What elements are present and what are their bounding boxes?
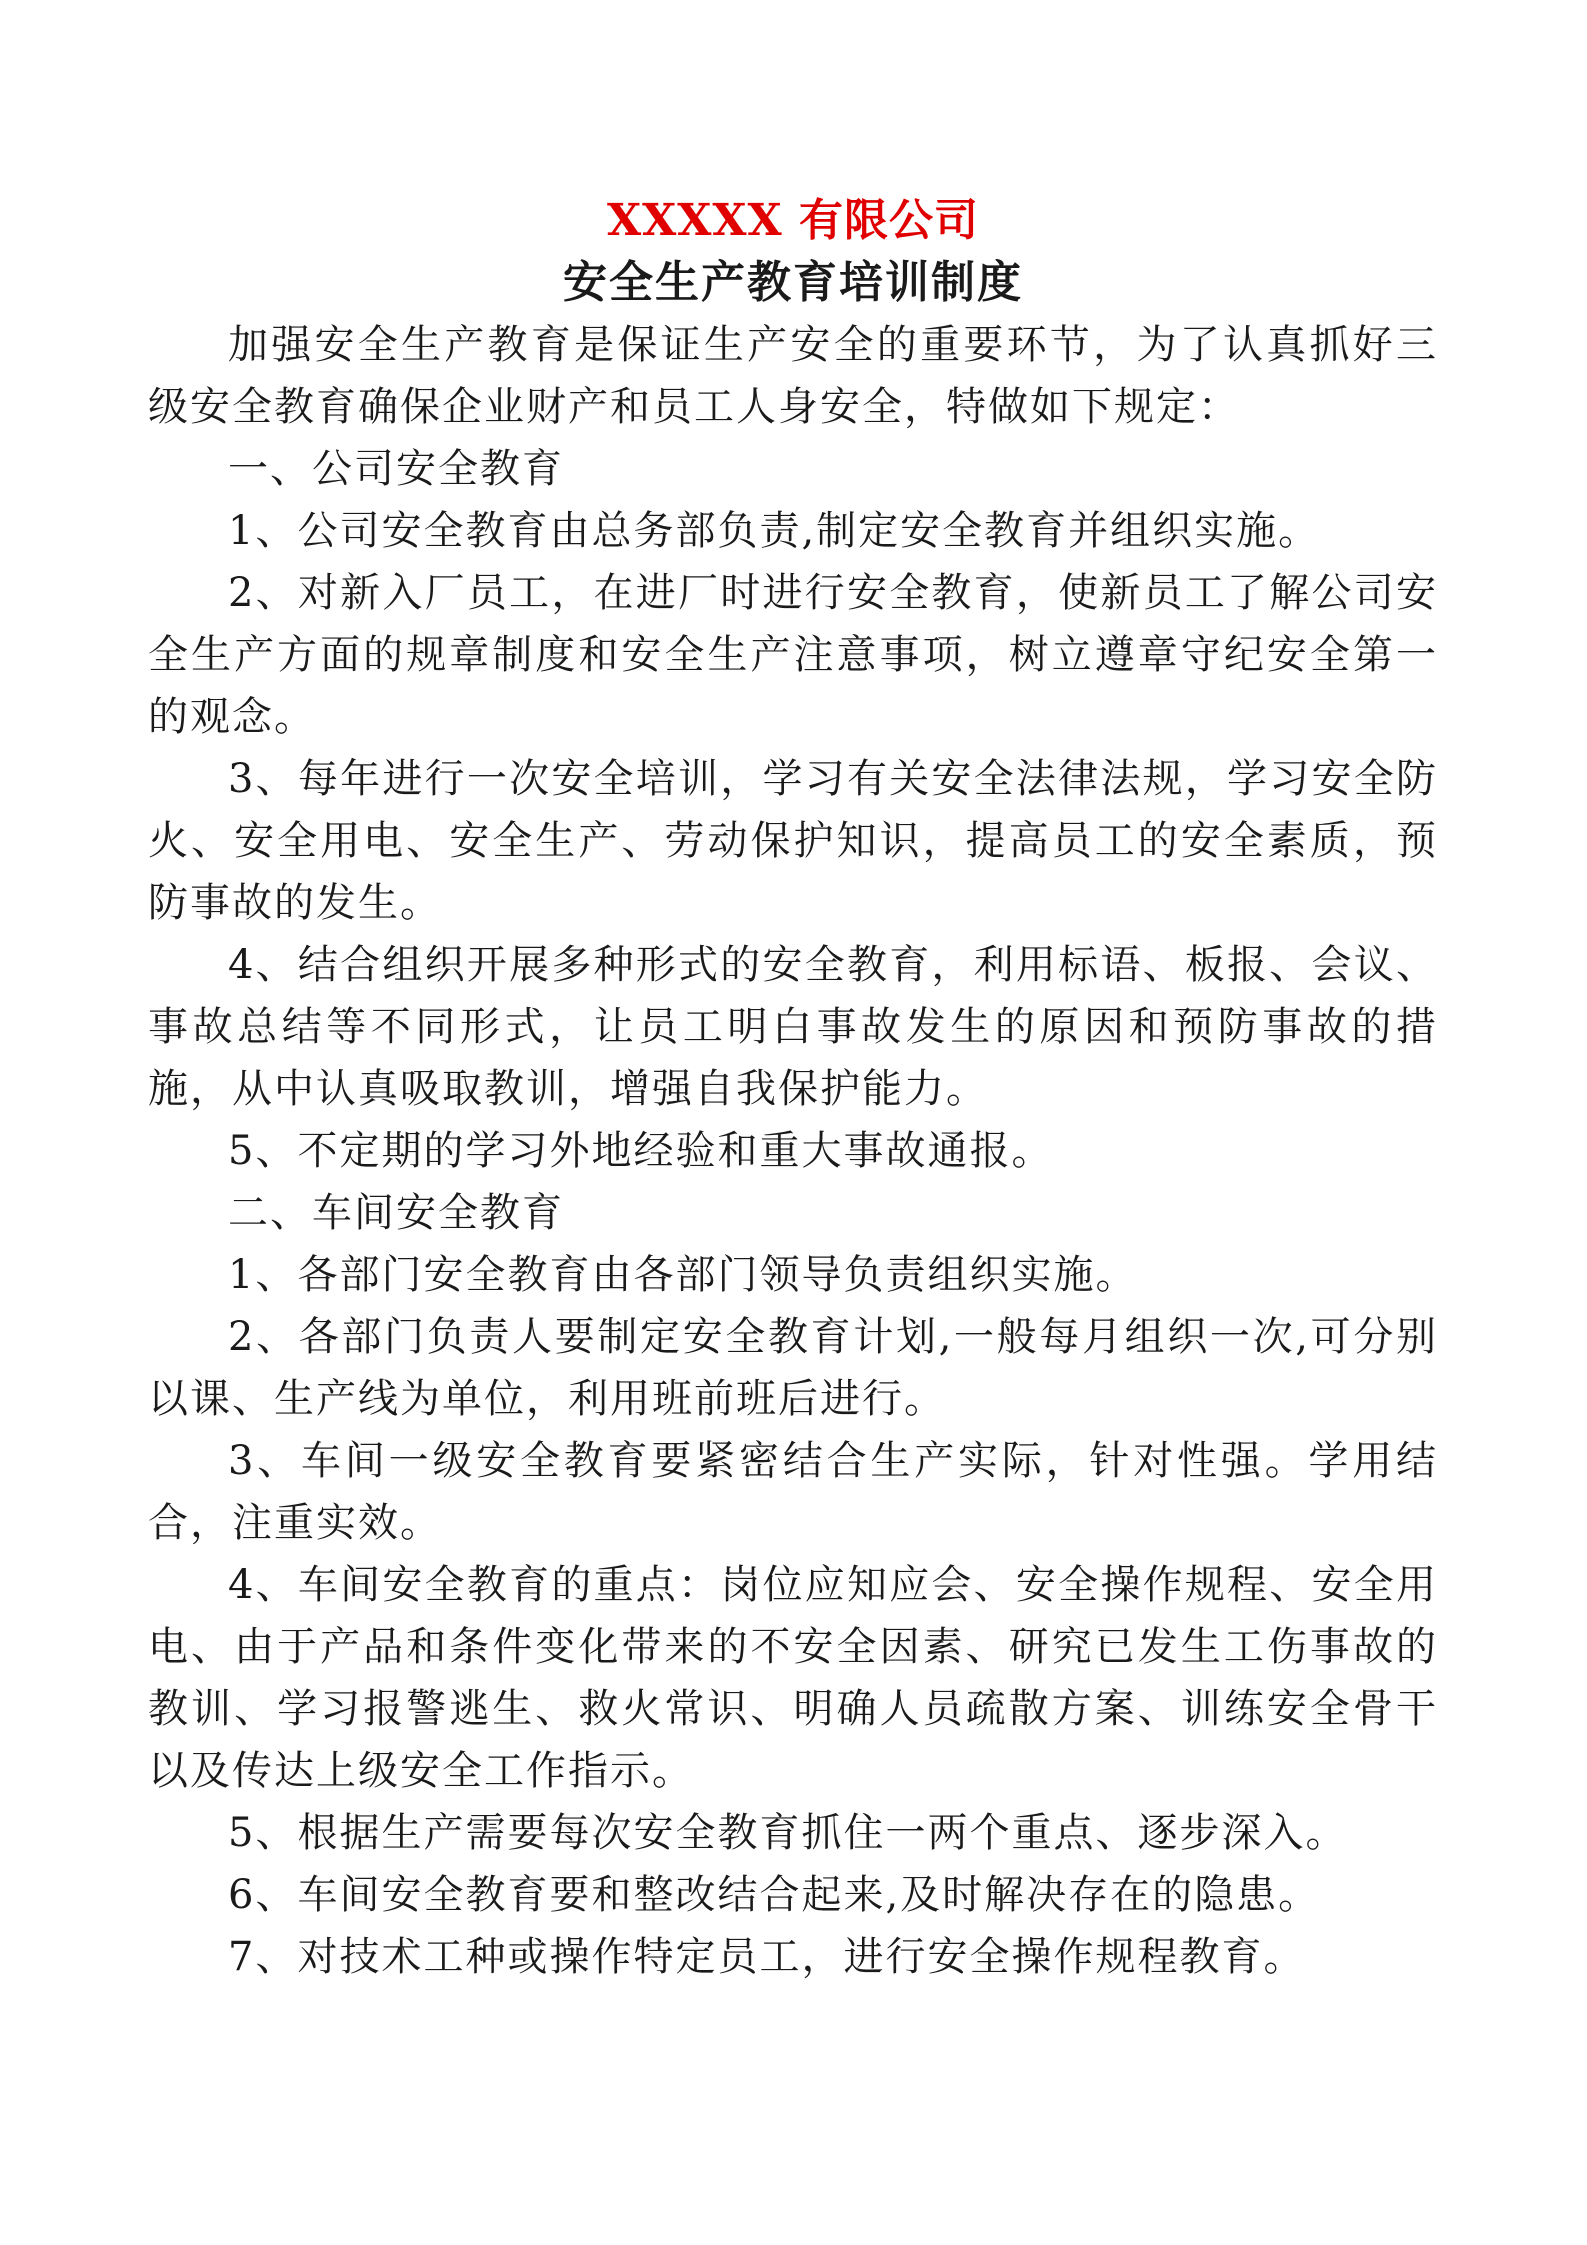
list-item: 6、车间安全教育要和整改结合起来,及时解决存在的隐患。 (228, 1872, 1321, 1918)
list-item: 4、结合组织开展多种形式的安全教育，利用标语、板报、会议、事故总结等不同形式，让员工明白事故发生的原因和预防事故的措施，从中认真吸取教训，增强自我保护能力。 (148, 942, 1438, 1112)
intro-paragraph: 加强安全生产教育是保证生产安全的重要环节，为了认真抓好三级安全教育确保企业财产和员工人身安全，特做如下规定： (148, 322, 1438, 430)
section-heading-company: 一、公司安全教育 (228, 446, 564, 492)
list-item: 2、对新入厂员工，在进厂时进行安全教育，使新员工了解公司安全生产方面的规章制度和安全生产注意事项，树立遵章守纪安全第一的观念。 (148, 570, 1438, 740)
list-item: 5、不定期的学习外地经验和重大事故通报。 (228, 1128, 1054, 1174)
list-item: 5、根据生产需要每次安全教育抓住一两个重点、逐步深入。 (228, 1810, 1348, 1856)
list-item: 7、对技术工种或操作特定员工，进行安全操作规程教育。 (228, 1934, 1306, 1980)
list-item: 1、公司安全教育由总务部负责,制定安全教育并组织实施。 (228, 508, 1321, 554)
list-item: 3、车间一级安全教育要紧密结合生产实际，针对性强。学用结合，注重实效。 (148, 1438, 1438, 1546)
document-body (148, 190, 1438, 1988)
company-name: XXXXX 有限公司 (606, 195, 979, 246)
list-item: 2、各部门负责人要制定安全教育计划,一般每月组织一次,可分别以课、生产线为单位，利用班前班后进行。 (148, 1314, 1438, 1422)
section-heading-workshop: 二、车间安全教育 (228, 1190, 564, 1236)
list-item: 1、各部门安全教育由各部门领导负责组织实施。 (228, 1252, 1138, 1298)
list-item: 3、每年进行一次安全培训，学习有关安全法律法规，学习安全防火、安全用电、安全生产、劳动保护知识，提高员工的安全素质，预防事故的发生。 (148, 756, 1438, 926)
document-title: 安全生产教育培训制度 (563, 257, 1023, 308)
list-item: 4、车间安全教育的重点：岗位应知应会、安全操作规程、安全用电、由于产品和条件变化带来的不安全因素、研究已发生工伤事故的教训、学习报警逃生、救火常识、明确人员疏散方案、训练安全骨干以及传达上级安全工作指示。 (148, 1562, 1438, 1794)
